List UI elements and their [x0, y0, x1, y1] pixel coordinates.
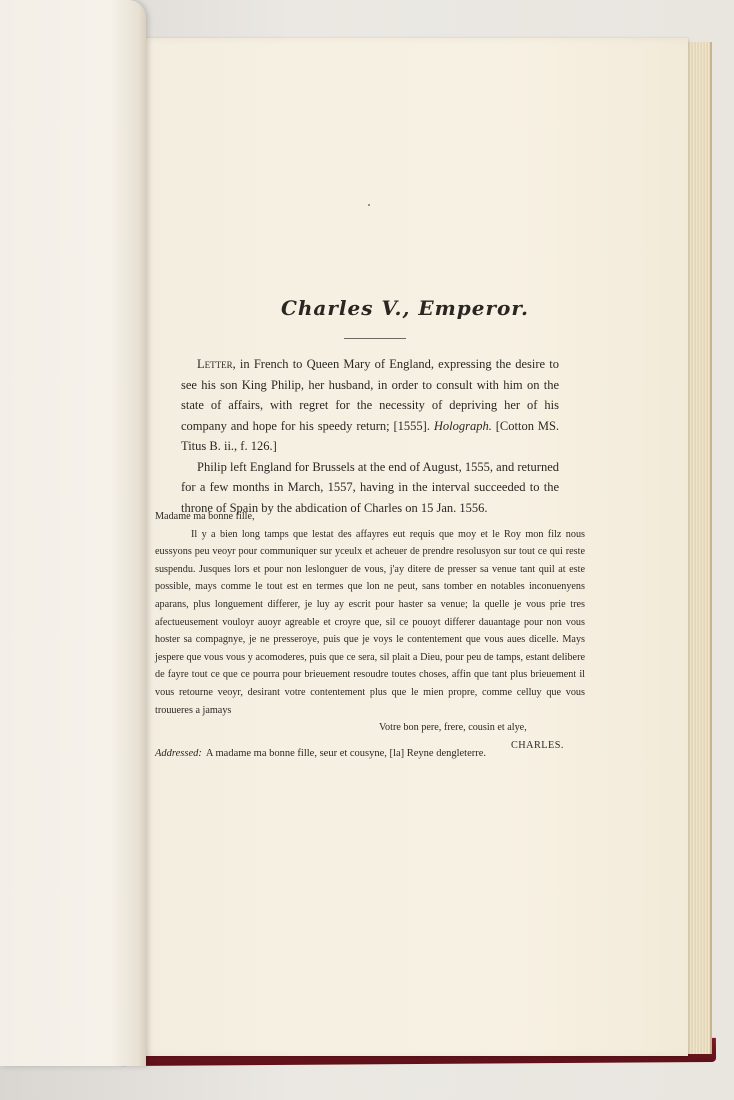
intro-paragraph-2: Philip left England for Brussels at the end of August, 1555, and returned for a few months in March, 1557, having in the interval succeeded to the throne of Spain by the abdication of Charles on 15 Jan. 1556. [181, 459, 559, 515]
holograph-label: Holograph. [433, 418, 492, 433]
letter-transcription [155, 508, 585, 754]
addressed-text: A madame ma bonne fille, seur et cousyne, [la] Reyne dengleterre. [205, 748, 487, 759]
page-title: Charles V., Emperor. [280, 296, 530, 320]
manuscript-reference: [Cotton MS. Titus B. ii., f. 126.] [181, 418, 560, 453]
letter-signature: CHARLES. [511, 739, 564, 751]
page-stack-edge [684, 42, 712, 1054]
intro-description [181, 354, 559, 518]
letter-body: Il y a bien long tamps que lestat des affayres eut requis que moy et le Roy mon filz nous eussyons peu veoyr pour communiquer sur yceulx et acheuer de prendre resolusyon sur tout ce qui reste suspendu. Jusques lors et pour non leslonguer de vous, j'ay ditere de presser sa venue tant quil at este possible, mays comme le tout est en termes que lon ne peut, sans tomber en notables inconuenyens aparans, plus longuement differer, je luy ay escrit pour haster sa venue; la quelle je vous prie tres afectueusement vouloyr auoyr agreable et croyre que, sil ce pouoyt differer dauantage pour non vous hoster sa compagnye, je ne presseroye, puis que je voys le contentement que vous aues dicelle. Mays jespere que vous vous y acomoderes, puis que ce sera, sil plait a Dieu, pour peu de tamps, estant delibere de fayre tout ce que ce pourra pour brieuement resoudre toutes choses, affin que tant plus brieuement il vous retourne veoyr, desirant votre contentement plus que le mien propre, comme celluy que vous trouueres a jamays [155, 528, 585, 716]
intro-lead-word: Letter [197, 357, 233, 371]
addressed-label: Addressed: [155, 748, 202, 759]
title-rule [344, 338, 406, 339]
letter-closing: Votre bon pere, frere, cousin et alye, [379, 722, 527, 734]
left-page [0, 0, 146, 1066]
intro-p1-text: , in French to Queen Mary of England, expressing the desire to see his son King Philip, her husband, in order to consult with him on the state of affairs, with regret for the necessity of depriving her of his company and hope for his speedy return; [1555]. [181, 357, 559, 433]
addressed-line [155, 748, 595, 759]
book-page [122, 38, 688, 1056]
paper-speck [368, 204, 370, 206]
letter-salutation: Madame ma bonne fille, [155, 511, 255, 522]
intro-paragraph-1 [181, 354, 559, 457]
